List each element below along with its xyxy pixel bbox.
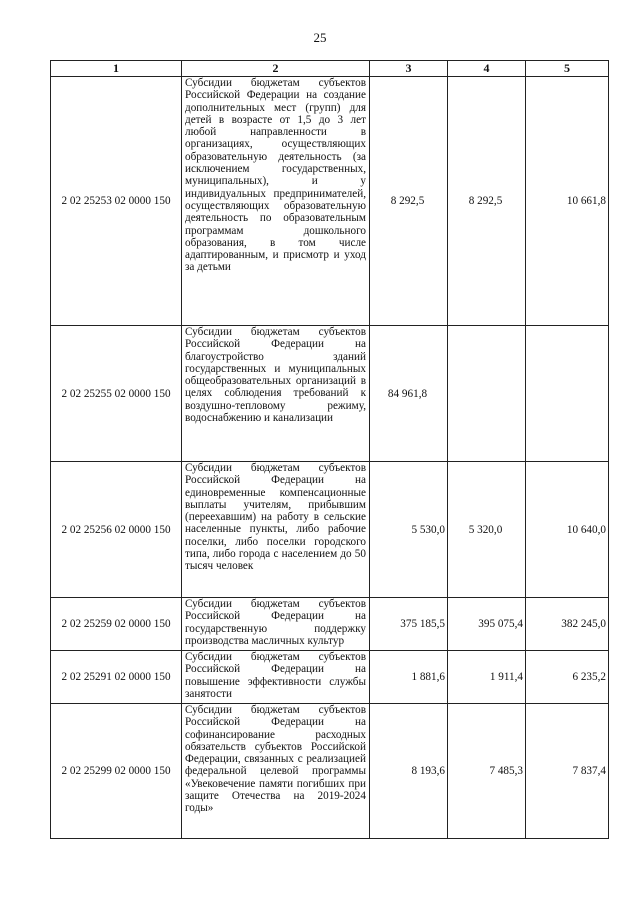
- budget-code-cell: 2 02 25259 02 0000 150: [51, 598, 182, 651]
- value-col5-cell: 10 661,8: [526, 77, 609, 326]
- table-row: [51, 704, 609, 839]
- description-cell: Субсидии бюджетам субъектов Российской Федерации на повышение эффективности службы занятости: [182, 651, 370, 704]
- value-col5-cell: 7 837,4: [526, 704, 609, 839]
- column-header-5: 5: [526, 61, 609, 77]
- value-col4-cell: 8 292,5: [448, 77, 526, 326]
- column-header-2: 2: [182, 61, 370, 77]
- value-col4-cell: 5 320,0: [448, 462, 526, 598]
- page-number: 25: [313, 30, 327, 45]
- column-header-4: 4: [448, 61, 526, 77]
- value-col3-cell: 84 961,8: [370, 326, 448, 462]
- value-col3-cell: 8 193,6: [370, 704, 448, 839]
- table-row: [51, 651, 609, 704]
- table-row: [51, 77, 609, 326]
- table-header-row: [51, 61, 609, 77]
- budget-code-cell: 2 02 25253 02 0000 150: [51, 77, 182, 326]
- table-row: [51, 598, 609, 651]
- value-col3-cell: 8 292,5: [370, 77, 448, 326]
- column-header-1: 1: [51, 61, 182, 77]
- budget-table: [50, 60, 609, 839]
- value-col4-cell: 1 911,4: [448, 651, 526, 704]
- table-row: [51, 326, 609, 462]
- budget-code-cell: 2 02 25256 02 0000 150: [51, 462, 182, 598]
- description-cell: Субсидии бюджетам субъектов Российской Федерации на софинансирование расходных обязательств субъектов Российской Федерации, связанных с реализацией федеральной целевой программы «Увековечение памяти погибших при защите Отечества на 2019-2024 годы»: [182, 704, 370, 839]
- description-cell: Субсидии бюджетам субъектов Российской Федерации на благоустройство зданий государственных и муниципальных общеобразовательных организаций в целях соблюдения требований к воздушно-тепловому режиму, водоснабжению и канализации: [182, 326, 370, 462]
- column-header-3: 3: [370, 61, 448, 77]
- budget-code-cell: 2 02 25255 02 0000 150: [51, 326, 182, 462]
- description-cell: Субсидии бюджетам субъектов Российской Федерации на создание дополнительных мест (групп) для детей в возрасте от 1,5 до 3 лет любой направленности в организациях, осуществляющих образовательную деятельность (за исключением государственных, муниципальных), и у индивидуальных предпринимателей, осуществляющих образовательную деятельность по образовательным программам дошкольного образования, в том числе адаптированным, и присмотр и уход за детьми: [182, 77, 370, 326]
- value-col4-cell: [448, 326, 526, 462]
- value-col5-cell: 6 235,2: [526, 651, 609, 704]
- value-col3-cell: 375 185,5: [370, 598, 448, 651]
- table-row: [51, 462, 609, 598]
- value-col3-cell: 1 881,6: [370, 651, 448, 704]
- budget-code-cell: 2 02 25291 02 0000 150: [51, 651, 182, 704]
- description-cell: Субсидии бюджетам субъектов Российской Федерации на государственную поддержку производства масличных культур: [182, 598, 370, 651]
- value-col5-cell: 382 245,0: [526, 598, 609, 651]
- value-col5-cell: [526, 326, 609, 462]
- value-col3-cell: 5 530,0: [370, 462, 448, 598]
- value-col4-cell: 7 485,3: [448, 704, 526, 839]
- value-col5-cell: 10 640,0: [526, 462, 609, 598]
- value-col4-cell: 395 075,4: [448, 598, 526, 651]
- description-cell: Субсидии бюджетам субъектов Российской Федерации на единовременные компенсационные выплаты учителям, прибывшим (переехавшим) на работу в сельские населенные пункты, либо рабочие поселки, либо поселки городского типа, либо города с населением до 50 тысяч человек: [182, 462, 370, 598]
- budget-code-cell: 2 02 25299 02 0000 150: [51, 704, 182, 839]
